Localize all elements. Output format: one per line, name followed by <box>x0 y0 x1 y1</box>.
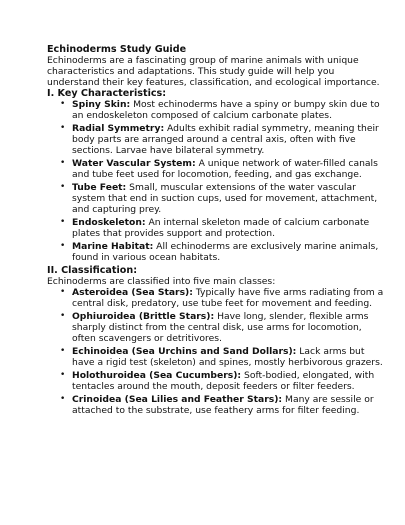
section-heading-key-characteristics: I. Key Characteristics: <box>47 88 167 99</box>
list-item-water-vascular-system <box>72 158 385 180</box>
item-term: Endoskeleton: <box>72 217 146 228</box>
classification-intro: Echinoderms are classified into five main classes: <box>47 276 276 287</box>
item-term: Crinoidea (Sea Lilies and Feather Stars): <box>72 394 283 405</box>
item-term: Water Vascular System: <box>72 158 196 169</box>
item-term: Asteroidea (Sea Stars): <box>72 287 193 298</box>
item-text: Have long, slender, flexible arms sharply distinct from the central disk, use arms for locomotion, often scavengers or detritivores. <box>72 311 369 344</box>
item-text: A unique network of water-filled canals and tube feet used for locomotion, feeding, and gas exchange. <box>72 158 378 180</box>
document-title: Echinoderms Study Guide <box>47 44 187 55</box>
item-term: Radial Symmetry: <box>72 123 165 134</box>
item-text: Most echinoderms have a spiny or bumpy skin due to an endoskeleton composed of calcium carbonate plates. <box>72 99 380 121</box>
item-term: Holothuroidea (Sea Cucumbers): <box>72 370 242 381</box>
list-item-radial-symmetry <box>72 123 385 156</box>
list-item-asteroidea <box>72 287 385 309</box>
item-term: Tube Feet: <box>72 182 127 193</box>
list-item-crinoidea <box>72 394 385 416</box>
item-text: All echinoderms are exclusively marine animals, found in various ocean habitats. <box>72 241 379 263</box>
classification-list <box>47 287 385 416</box>
item-text: Typically have five arms radiating from a central disk, predatory, use tube feet for movement and feeding. <box>72 287 384 309</box>
item-text: Lack arms but have a rigid test (skeleton) and spines, mostly herbivorous grazers. <box>72 346 383 368</box>
item-term: Marine Habitat: <box>72 241 154 252</box>
list-item-tube-feet <box>72 182 385 215</box>
item-text: Adults exhibit radial symmetry, meaning their body parts are arranged around a central axis, often with five sections. Larvae have bilateral symmetry. <box>72 123 379 156</box>
item-text: Soft-bodied, elongated, with tentacles around the mouth, deposit feeders or filter feeders. <box>72 370 375 392</box>
item-term: Echinoidea (Sea Urchins and Sand Dollars): <box>72 346 297 357</box>
key-characteristics-list <box>47 99 385 263</box>
intro-paragraph: Echinoderms are a fascinating group of marine animals with unique characteristics and adaptations. This study guide will help you understand their key features, classification, and ecological importance. <box>47 55 380 88</box>
item-text: An internal skeleton made of calcium carbonate plates that provides support and protection. <box>72 217 370 239</box>
item-text: Small, muscular extensions of the water vascular system that end in suction cups, used for movement, attachment, and capturing prey. <box>72 182 378 215</box>
list-item-endoskeleton <box>72 217 385 239</box>
list-item-spiny-skin <box>72 99 385 121</box>
section-heading-classification: II. Classification: <box>47 265 138 276</box>
item-text: Many are sessile or attached to the substrate, use feathery arms for filter feeding. <box>72 394 374 416</box>
item-term: Spiny Skin: <box>72 99 131 110</box>
list-item-holothuroidea <box>72 370 385 392</box>
list-item-echinoidea <box>72 346 385 368</box>
list-item-ophiuroidea <box>72 311 385 344</box>
list-item-marine-habitat <box>72 241 385 263</box>
item-term: Ophiuroidea (Brittle Stars): <box>72 311 215 322</box>
